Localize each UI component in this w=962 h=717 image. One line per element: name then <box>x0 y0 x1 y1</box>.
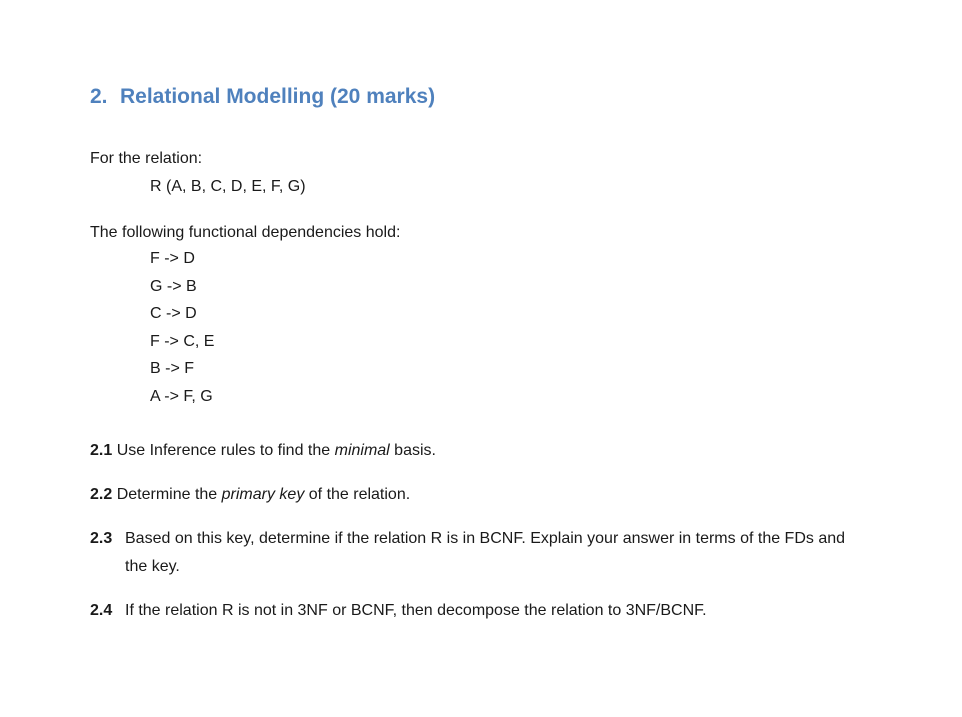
dependency-item: B -> F <box>150 360 195 377</box>
question-text: If the relation R is not in 3NF or BCNF, then decompose the relation to 3NF/BCNF. <box>125 602 707 619</box>
question-text-after: basis. <box>389 442 436 459</box>
question-text-before: Determine the <box>116 486 222 503</box>
dependencies-intro: The following functional dependencies hold: <box>90 224 401 241</box>
dependency-item: C -> D <box>150 305 197 322</box>
dependency-item: A -> F, G <box>150 388 213 405</box>
question-text-after: of the relation. <box>304 486 411 503</box>
question-text-before: Use Inference rules to find the <box>116 442 335 459</box>
dependency-item: F -> D <box>150 250 195 267</box>
relation-schema: R (A, B, C, D, E, F, G) <box>150 178 306 195</box>
question-number: 2.1 <box>90 442 113 459</box>
question-2-4 <box>90 597 850 625</box>
question-emphasis: minimal <box>334 442 390 459</box>
question-text: Based on this key, determine if the relation R is in BCNF. Explain your answer in terms of the FDs and the key. <box>125 530 846 575</box>
question-2-1 <box>90 437 850 465</box>
question-emphasis: primary key <box>221 486 305 503</box>
section-title: Relational Modelling (20 marks) <box>120 85 436 108</box>
question-2-2 <box>90 481 850 509</box>
question-number: 2.3 <box>90 530 113 547</box>
question-number: 2.2 <box>90 486 113 503</box>
dependency-item: G -> B <box>150 278 197 295</box>
question-number: 2.4 <box>90 602 113 619</box>
section-heading <box>90 85 435 109</box>
question-2-3 <box>90 525 850 581</box>
dependency-item: F -> C, E <box>150 333 215 350</box>
relation-intro: For the relation: <box>90 150 203 167</box>
section-number: 2. <box>90 85 108 108</box>
